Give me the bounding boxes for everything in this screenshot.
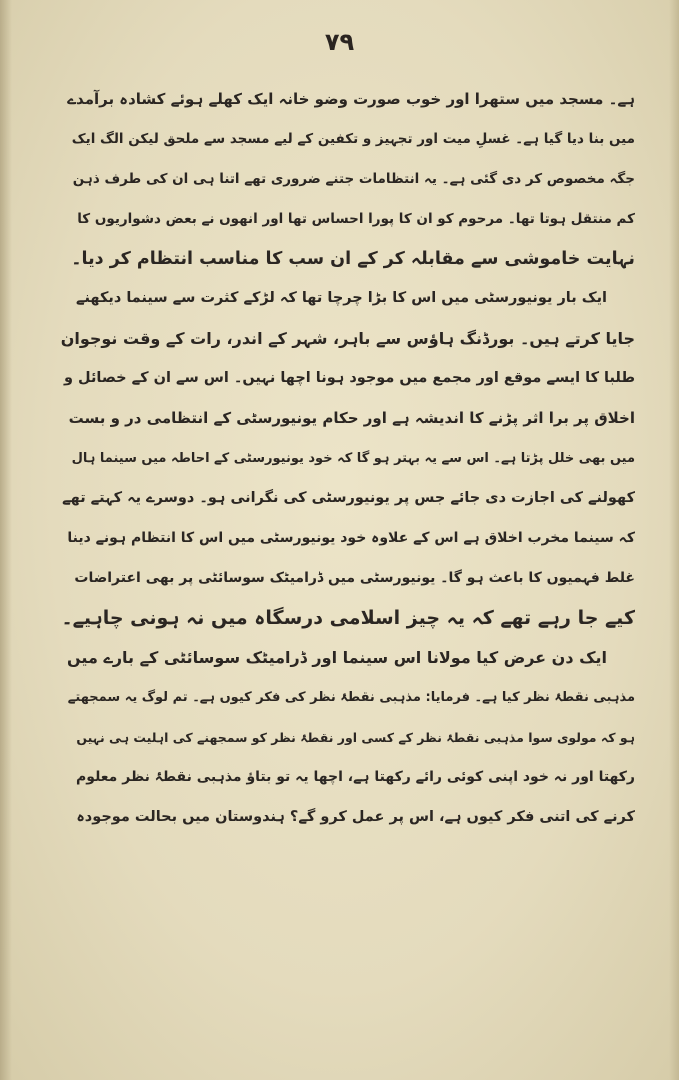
text-line-6: ایک بار یونیورسٹی میں اس کا بڑا چرچا تھا کہ لڑکے کثرت سے سینما دیکھنے xyxy=(75,290,607,307)
text-line-11: کھولنے کی اجازت دی جائے جس پر یونیورسٹی کی نگرانی ہو۔ دوسرے یہ کہتے تھے xyxy=(62,489,635,506)
text-line-17: ہو کہ مولوی سوا مذہبی نقطۂ نظر کے کسی اور نقطۂ نظر کو سمجھنے کی اہلیت ہی نہیں xyxy=(76,730,635,746)
text-line-12: کہ سینما مخرب اخلاق ہے اس کے علاوہ خود یونیورسٹی میں اس کا انتظام ہونے دینا xyxy=(67,529,635,546)
text-line-15: ایک دن عرض کیا مولانا اس سینما اور ڈرامیٹک سوسائٹی کے بارے میں xyxy=(67,648,607,668)
page-edge-shadow-left xyxy=(0,0,12,1080)
text-line-16: مذہبی نقطۂ نظر کیا ہے۔ فرمایا: مذہبی نقطۂ نظر کی فکر کیوں ہے۔ تم لوگ یہ سمجھتے xyxy=(67,690,635,706)
text-line-13: غلط فہمیوں کا باعث ہو گا۔ یونیورسٹی میں ڈرامیٹک سوسائٹی پر بھی اعتراضات xyxy=(74,569,635,586)
text-line-4: کم منتقل ہوتا تھا۔ مرحوم کو ان کا پورا احساس تھا اور انھوں نے بعض دشواریوں کا xyxy=(77,210,635,227)
page-number: ۷۹ xyxy=(324,28,355,56)
text-line-7: جایا کرتے ہیں۔ بورڈنگ ہاؤس سے باہر، شہر کے اندر، رات کے وقت نوجوان xyxy=(60,329,635,349)
text-line-9: اخلاق پر برا اثر پڑنے کا اندیشہ ہے اور حکام یونیورسٹی کے انتظامی در و بست xyxy=(68,409,635,428)
text-line-2: میں بنا دیا گیا ہے۔ غسلِ میت اور تجہیز و تکفین کے لیے مسجد سے ملحق لیکن الگ ایک xyxy=(71,130,635,147)
page-edge-shadow-right xyxy=(669,0,679,1080)
text-line-10: میں بھی خلل پڑتا ہے۔ اس سے یہ بہتر ہو گا کہ خود یونیورسٹی کے احاطہ میں سینما ہال xyxy=(71,451,635,467)
urdu-text-body xyxy=(60,80,635,838)
text-line-19: کرنے کی اتنی فکر کیوں ہے، اس پر عمل کرو گے؟ ہندوستان میں بحالت موجودہ xyxy=(76,809,635,826)
text-line-14: کیے جا رہے تھے کہ یہ چیز اسلامی درسگاہ میں نہ ہونی چاہیے۔ xyxy=(61,606,635,629)
text-line-3: جگہ مخصوص کر دی گئی ہے۔ یہ انتظامات جتنے ضروری تھے اتنا ہی ان کی طرف ذہن xyxy=(72,170,635,187)
text-line-5: نہایت خاموشی سے مقابلہ کر کے ان سب کا مناسب انتظام کر دیا۔ xyxy=(71,248,635,269)
text-line-18: رکھتا اور نہ خود اپنی کوئی رائے رکھتا ہے، اچھا یہ تو بتاؤ مذہبی نقطۂ نظر معلوم xyxy=(76,769,635,786)
text-line-1: ہے۔ مسجد میں ستھرا اور خوب صورت وضو خانہ ایک کھلے ہوئے کشادہ برآمدے xyxy=(67,90,635,108)
text-line-8: طلبا کا ایسے موقع اور مجمع میں موجود ہونا اچھا نہیں۔ اس سے ان کے خصائل و xyxy=(63,370,635,387)
